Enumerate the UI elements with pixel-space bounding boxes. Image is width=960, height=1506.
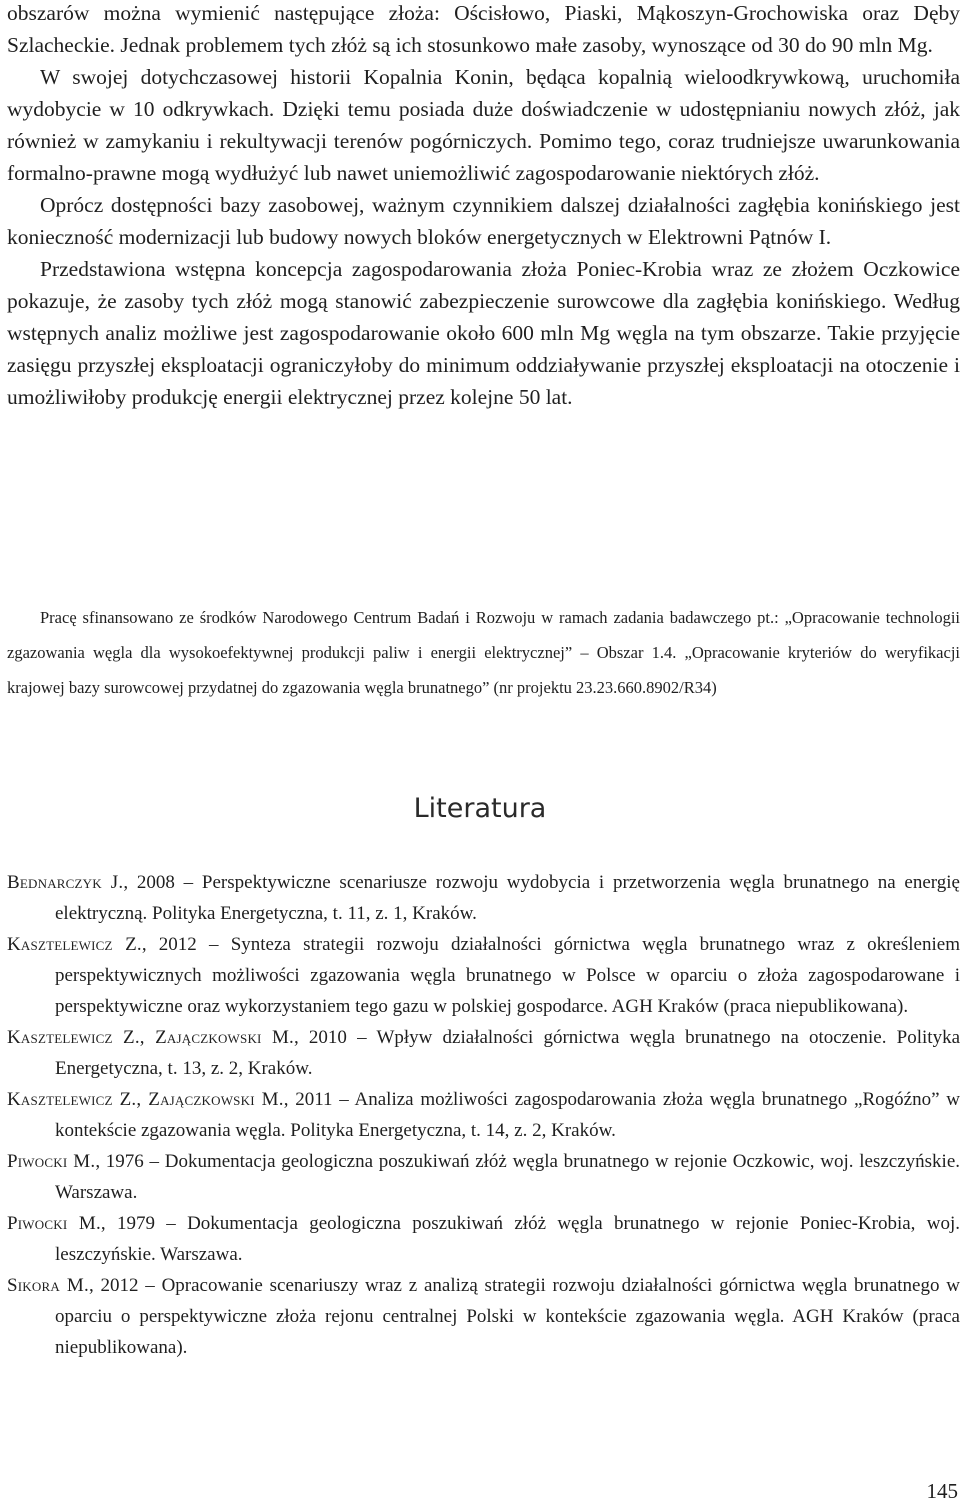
reference-authors: Bednarczyk J. (7, 872, 124, 893)
reference-text: , 1976 – Dokumentacja geologiczna poszukiwań złóż węgla brunatnego w rejonie Oczkowic, woj. leszczyńskie. Warszawa. (55, 1151, 960, 1203)
funding-note (7, 600, 960, 705)
body-text (7, 0, 960, 413)
paragraph-2: W swojej dotychczasowej historii Kopalnia Konin, będąca kopalnią wieloodkrywkową, uruchomiła wydobycie w 10 odkrywkach. Dzięki temu posiada duże doświadczenie w udostępnianiu nowych złóż, jak również w zamykaniu i rekultywacji terenów pogórniczych. Pomimo tego, coraz trudniejsze uwarunkowania formalno-prawne mogą wydłużyć lub nawet uniemożliwić zagospodarowanie niektórych złóż. (7, 65, 960, 185)
reference-authors: Sikora M. (7, 1275, 89, 1296)
reference-text: , 1979 – Dokumentacja geologiczna poszukiwań złóż węgla brunatnego w rejonie Poniec-Krobia, woj. leszczyńskie. Warszawa. (55, 1213, 960, 1265)
reference-list (7, 867, 960, 1363)
paragraph-4: Przedstawiona wstępna koncepcja zagospodarowania złoża Poniec-Krobia wraz ze złożem Oczkowice pokazuje, że zasoby tych złóż mogą stanowić zabezpieczenie surowcowe dla zagłębia konińskiego. Według wstępnych analiz możliwe jest zagospodarowanie około 600 mln Mg węgla na tym obszarze. Takie przyjęcie zasięgu przyszłej eksploatacji ograniczyłoby do minimum oddziaływanie przyszłej eksploatacji na otoczenie i umożliwiłoby produkcję energii elektrycznej przez kolejne 50 lat. (7, 257, 960, 409)
reference-authors: Piwocki M. (7, 1151, 96, 1172)
reference-text: , 2010 – Wpływ działalności górnictwa węgla brunatnego na otoczenie. Polityka Energetyczna, t. 13, z. 2, Kraków. (55, 1027, 960, 1079)
reference-item (7, 1208, 960, 1270)
reference-item (7, 1022, 960, 1084)
reference-item (7, 929, 960, 1022)
section-title: Literatura (413, 793, 547, 824)
reference-item (7, 867, 960, 929)
reference-item (7, 1146, 960, 1208)
reference-text: , 2011 – Analiza możliwości zagospodarowania złoża węgla brunatnego „Rogóźno” w kontekście zgazowania węgla. Polityka Energetyczna, t. 14, z. 2, Kraków. (55, 1089, 960, 1141)
paragraph-1: obszarów można wymienić następujące złoża: Ościsłowo, Piaski, Mąkoszyn-Grochowiska oraz Dęby Szlacheckie. Jednak problemem tych złóż są ich stosunkowo małe zasoby, wynoszące od 30 do 90 mln Mg. (7, 1, 960, 57)
reference-item (7, 1084, 960, 1146)
reference-authors: Piwocki M. (7, 1213, 101, 1234)
paragraph-3: Oprócz dostępności bazy zasobowej, ważnym czynnikiem dalszej działalności zagłębia konińskiego jest konieczność modernizacji lub budowy nowych bloków energetycznych w Elektrowni Pątnów I. (7, 193, 960, 249)
reference-text: , 2008 – Perspektywiczne scenariusze rozwoju wydobycia i przetworzenia węgla brunatnego na energię elektryczną. Polityka Energetyczna, t. 11, z. 1, Kraków. (55, 872, 960, 924)
reference-text: , 2012 – Opracowanie scenariuszy wraz z analizą strategii rozwoju działalności górnictwa węgla brunatnego w oparciu o perspektywiczne złoża rejonu centralnej Polski w kontekście zgazowania węgla. AGH Kraków (praca niepublikowana). (55, 1275, 960, 1358)
reference-authors: Kasztelewicz Z., Zajączkowski M. (7, 1089, 284, 1110)
reference-item (7, 1270, 960, 1363)
reference-text: , 2012 – Synteza strategii rozwoju działalności górnictwa węgla brunatnego wraz z określeniem perspektywicznych możliwości zgazowania węgla brunatnego w Polsce w oparciu o złoża zagospodarowane i perspektywiczne oraz wykorzystaniem tego gazu w polskiej gospodarce. AGH Kraków (praca niepublikowana). (55, 934, 960, 1017)
funding-note-text: Pracę sfinansowano ze środków Narodowego Centrum Badań i Rozwoju w ramach zadania badawczego pt.: „Opracowanie technologii zgazowania węgla dla wysokoefektywnej produkcji paliw i energii elektrycznej” – Obszar 1.4. „Opracowanie kryteriów do weryfikacji krajowej bazy surowcowej przydatnej do zgazowania węgla brunatnego” (nr projektu 23.23.660.8902/R34) (7, 608, 960, 697)
page-number: 145 (926, 1479, 958, 1503)
reference-authors: Kasztelewicz Z. (7, 934, 142, 955)
reference-authors: Kasztelewicz Z., Zajączkowski M. (7, 1027, 294, 1048)
